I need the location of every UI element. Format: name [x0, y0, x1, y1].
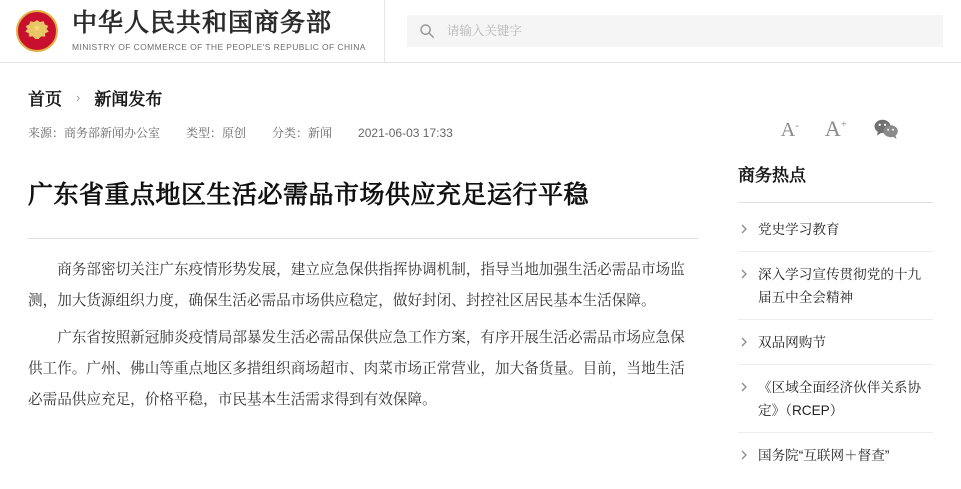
title-rule [28, 238, 698, 239]
chevron-right-icon [738, 335, 750, 347]
site-title-cn: 中华人民共和国商务部 [72, 10, 333, 37]
article-paragraph: 广东省按照新冠肺炎疫情局部暴发生活必需品保供应急工作方案，有序开展生活必需品市场应急保供工作。广州、佛山等重点地区多措组织商场超市、肉菜市场正常营业，加大备货量。目前，当地生活必需品供应充足，价格平稳，市民基本生活需求得到有效保障。 [28, 329, 685, 408]
meta-datetime: 2021-06-03 17:33 [358, 125, 453, 140]
page-content [0, 161, 961, 477]
sidebar-item-plenary-session[interactable] [738, 252, 933, 320]
font-increase-sup: + [840, 118, 847, 131]
wechat-icon[interactable] [873, 118, 899, 140]
sidebar [738, 161, 933, 477]
national-emblem-icon [14, 8, 60, 54]
sidebar-item-label: 深入学习宣传贯彻党的十九届五中全会精神 [758, 267, 922, 305]
article [28, 161, 698, 477]
site-title-en: MINISTRY OF COMMERCE OF THE PEOPLE'S REPUBLIC OF CHINA [72, 42, 366, 52]
page-title: 广东省重点地区生活必需品市场供应充足运行平稳 [28, 180, 590, 209]
search-box[interactable] [407, 15, 943, 47]
sidebar-item-party-history[interactable] [738, 207, 933, 252]
chevron-right-icon [738, 448, 750, 460]
meta-source: 来源：商务部新闻办公室 [28, 126, 161, 140]
sidebar-item-label: 《区域全面经济伙伴关系协定》（RCEP） [758, 380, 922, 418]
header-divider [384, 0, 385, 62]
font-decrease-sup: - [795, 119, 799, 132]
sidebar-item-label: 党史学习教育 [758, 222, 840, 237]
article-tools [781, 118, 899, 140]
chevron-right-icon [738, 222, 750, 234]
site-header [0, 0, 961, 62]
font-increase-label: A [824, 116, 841, 141]
search-icon [419, 23, 435, 39]
chevron-right-icon [738, 380, 750, 392]
meta-type: 类型：原创 [186, 126, 247, 140]
sidebar-item-label: 国务院“互联网＋督查” [758, 448, 890, 463]
font-decrease-label: A [780, 119, 796, 141]
breadcrumb-item-home[interactable]: 首页 [28, 90, 62, 109]
meta-category: 分类：新闻 [272, 126, 333, 140]
site-brand[interactable] [72, 9, 366, 53]
sidebar-title: 商务热点 [738, 166, 806, 185]
breadcrumb-separator-icon: › [76, 90, 81, 105]
sidebar-list [738, 203, 933, 477]
breadcrumb [0, 63, 961, 110]
article-paragraph: 商务部密切关注广东疫情形势发展，建立应急保供指挥协调机制，指导当地加强生活必需品市场监测，加大货源组织力度，确保生活必需品市场供应稳定，做好封闭、封控社区居民基本生活保障。 [28, 261, 685, 309]
search-input[interactable] [445, 23, 931, 39]
sidebar-item-internet-supervision[interactable] [738, 433, 933, 477]
font-decrease-button[interactable] [781, 120, 799, 140]
article-meta [0, 110, 961, 141]
sidebar-item-label: 双品网购节 [758, 335, 826, 350]
chevron-right-icon [738, 267, 750, 279]
font-increase-button[interactable] [825, 118, 847, 140]
sidebar-item-shopping-festival[interactable] [738, 320, 933, 365]
breadcrumb-item-news[interactable]: 新闻发布 [94, 90, 163, 109]
sidebar-item-rcep[interactable] [738, 365, 933, 433]
